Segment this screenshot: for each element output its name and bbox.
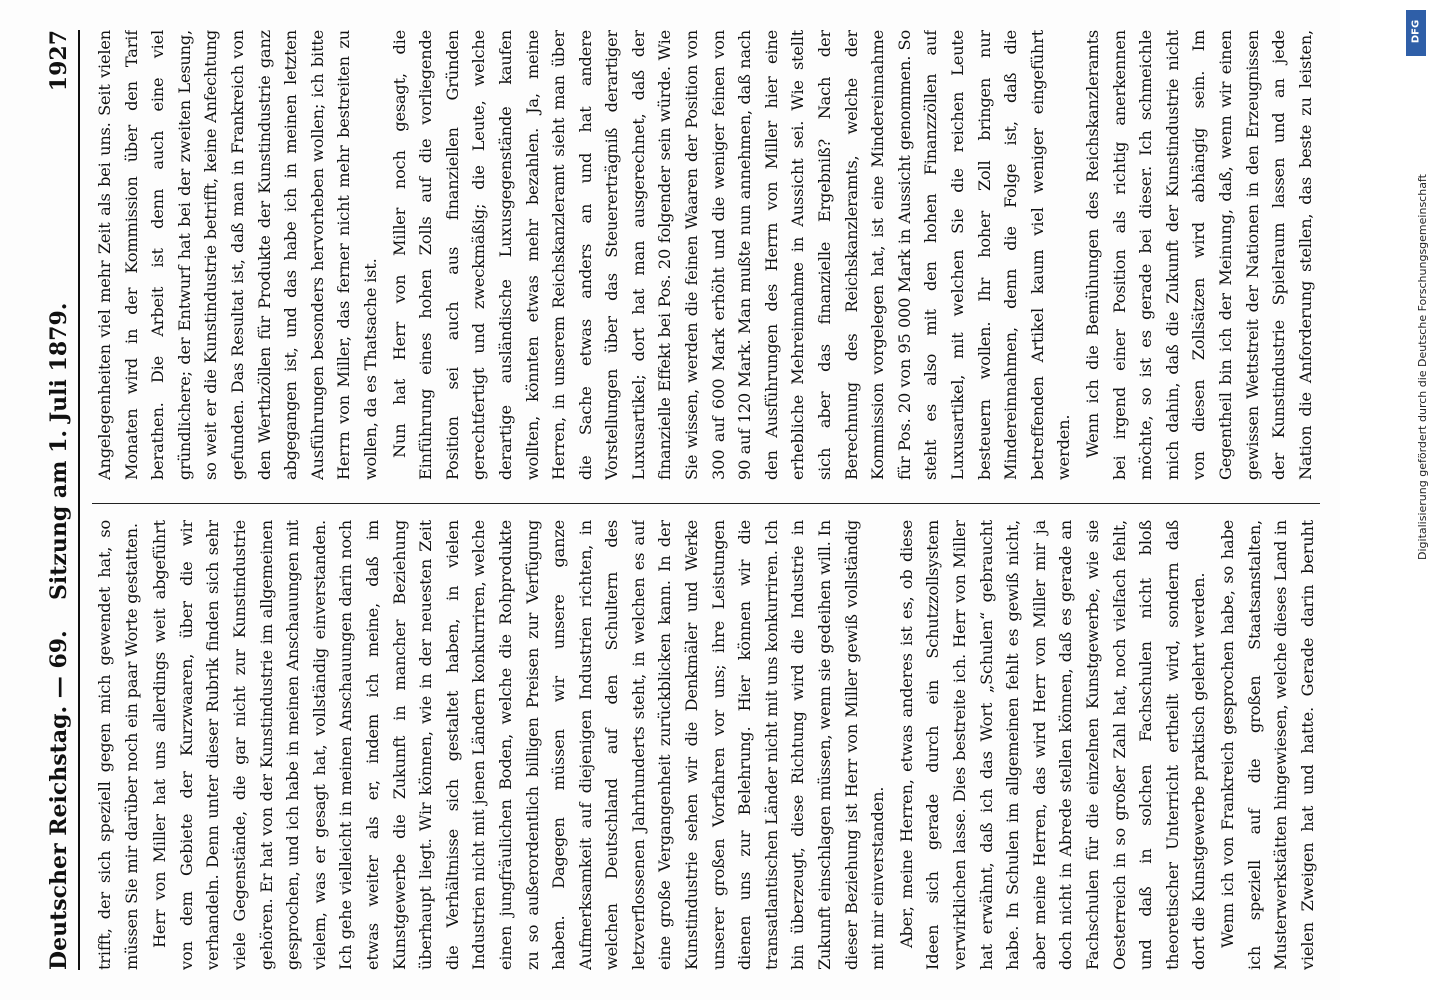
page-number: 1927 xyxy=(46,30,72,92)
digitization-credit xyxy=(1400,0,1432,1000)
paragraph: Aber, meine Herren, etwas anderes ist es, ob diese Ideen sich gerade durch ein Schutzzollsystem verwirklichen lasse. Dies bestreite ich. Herr von Miller hat erwähnt, daß ich das Wort „Schulen“ gebraucht habe. In Schulen im allgemeinen fehlt es gewiß nicht, aber meine Herren, das wird Herr von Miller mir ja doch nicht in Abrede stellen können, daß es gerade an Fachschulen für die einzelnen Kunstgewerbe, wie sie Oesterreich in so großer Zahl hat, noch vielfach fehlt, und daß in solchen Fachschulen nicht bloß theoretischer Unterricht ertheilt wird, sondern daß dort die Kunstgewerbe praktisch gelehrt werden. xyxy=(896,520,1209,970)
paragraph: trifft, der sich speziell gegen mich gewendet hat, so müssen Sie mir darüber noch ein paar Worte gestatten. xyxy=(95,520,141,970)
column-divider xyxy=(92,503,1320,504)
paragraph: Wenn ich die Bemühungen des Reichskanzleramts bei irgend einer Position als richtig anerkennen möchte, so ist es gerade bei dieser. Ich schmeichle mich dahin, daß die Zukunft der Kunstindustrie nicht von diesen Zollsätzen wird abhängig sein. Im Gegentheil bin ich der Meinung, daß, wenn wir einen gewissen Wettstreit der Nationen in den Erzeugnissen der Kunstindustrie Spielraum lassen und an jede Nation die Anforderung stellen, das beste zu leisten, xyxy=(1082,30,1315,480)
paragraph: Wenn ich von Frankreich gesprochen habe, so habe ich speziell auf die großen Staatsanstalten, Musterwerkstätten hingewiesen, welche dieses Land in vielen Zweigen hat und hatte. Gerade darin beruht xyxy=(1217,520,1317,970)
running-header xyxy=(38,30,80,970)
paragraph: Nun hat Herr von Miller noch gesagt, die Einführung eines hohen Zolls auf die vorliegende Position sei auch aus finanziellen Gründen gerechtfertigt und zweckmäßig; die Leute, welche derartige ausländische Luxusgegenstände kaufen wollten, könnten etwas mehr bezahlen. Ja, meine Herren, in unserem Reichskanzleramt sieht man über die Sache etwas anders an und hat andere Vorstellungen über das Steuererträgniß derartiger Luxusartikel; dort hat man ausgerechnet, daß der finanzielle Effekt bei Pos. 20 folgender sein würde. Wie Sie wissen, werden die feinen Waaren der Position von 300 auf 600 Mark erhöht und die weniger feinen von 90 auf 120 Mark. Man mußte nun annehmen, daß nach den Ausführungen des Herrn von Miller hier eine erhebliche Mehreinnahme in Aussicht sei. Wie stellt sich aber das finanzielle Ergebniß? Nach der Berechnung des Reichskanzleramts, welche der Kommission vorgelegen hat, ist eine Mindereinnahme für Pos. 20 von 95 000 Mark in Aussicht genommen. So steht es also mit den hohen Finanzzöllen auf Luxusartikel, mit welchen Sie die reichen Leute besteuern wollen. Ihr hoher Zoll bringen nur Mindereinnahmen, denn die Folge ist, daß die betreffenden Artikel kaum viel weniger eingeführt werden. xyxy=(389,30,1074,480)
right-column xyxy=(92,30,1320,480)
paragraph: Angelegenheiten viel mehr Zeit als bei uns. Seit vielen Monaten wird in der Kommission über den Tarif berathen. Die Arbeit ist denn auch eine viel gründlichere; der Entwurf hat bei der zweiten Lesung, so weit er die Kunstindustrie betrifft, keine Anfechtung gefunden. Das Resultat ist, daß man in Frankreich von den Werthzöllen für Produkte der Kunstindustrie ganz abgegangen ist, und das habe ich in meinen letzten Ausführungen besonders hervorheben wollen; ich bitte Herrn von Miller, das ferner nicht mehr bestreiten zu wollen, da es Thatsache ist. xyxy=(95,30,380,480)
left-column xyxy=(92,520,1320,970)
paragraph: Herr von Miller hat uns allerdings weit abgeführt von dem Gebiete der Kurzwaaren, über die wir verhandeln. Denn unter dieser Rubrik finden sich sehr viele Gegenstände, die gar nicht zur Kunstindustrie gehören. Er hat von der Kunstindustrie im allgemeinen gesprochen, und ich habe in meinen Anschauungen mit vielem, was er gesagt hat, vollständig einverstanden. Ich gehe vielleicht in meinen Anschauungen darin noch etwas weiter als er, indem ich meine, daß im Kunstgewerbe die Zukunft in mancher Beziehung überhaupt liegt. Wir können, wie in der neuesten Zeit die Verhältnisse sich gestaltet haben, in vielen Industrien nicht mit jenen Ländern konkurriren, welche einen jungfräulichen Boden, welche die Rohprodukte zu so außerordentlich billigen Preisen zur Verfügung haben. Dagegen müssen wir unsere ganze Aufmerksamkeit auf diejenigen Industrien richten, in welchen Deutschland auf den Schultern des letzverflossenen Jahrhunderts steht, in welchen es auf eine große Vergangenheit zurückblicken kann. In der Kunstindustrie sehen wir die Denkmäler und Werke unserer großen Vorfahren vor uns; ihre Leistungen dienen uns zur Belehrung. Hier können wir die transatlantischen Länder nicht mit uns konkurriren. Ich bin überzeugt, diese Richtung wird die Industrie in Zukunft einschlagen müssen, wenn sie gedeihen will. In dieser Beziehung ist Herr von Miller gewiß vollständig mit mir einverstanden. xyxy=(150,520,888,970)
dfg-logo: DFG xyxy=(1406,10,1426,56)
header-publication: Deutscher Reichstag. — 69. xyxy=(46,630,72,970)
header-session-date: Sitzung am 1. Juli 1879. xyxy=(46,302,72,600)
credit-text: Digitalisierung gefördert durch die Deutsche Forschungsgemeinschaft xyxy=(1416,174,1429,560)
